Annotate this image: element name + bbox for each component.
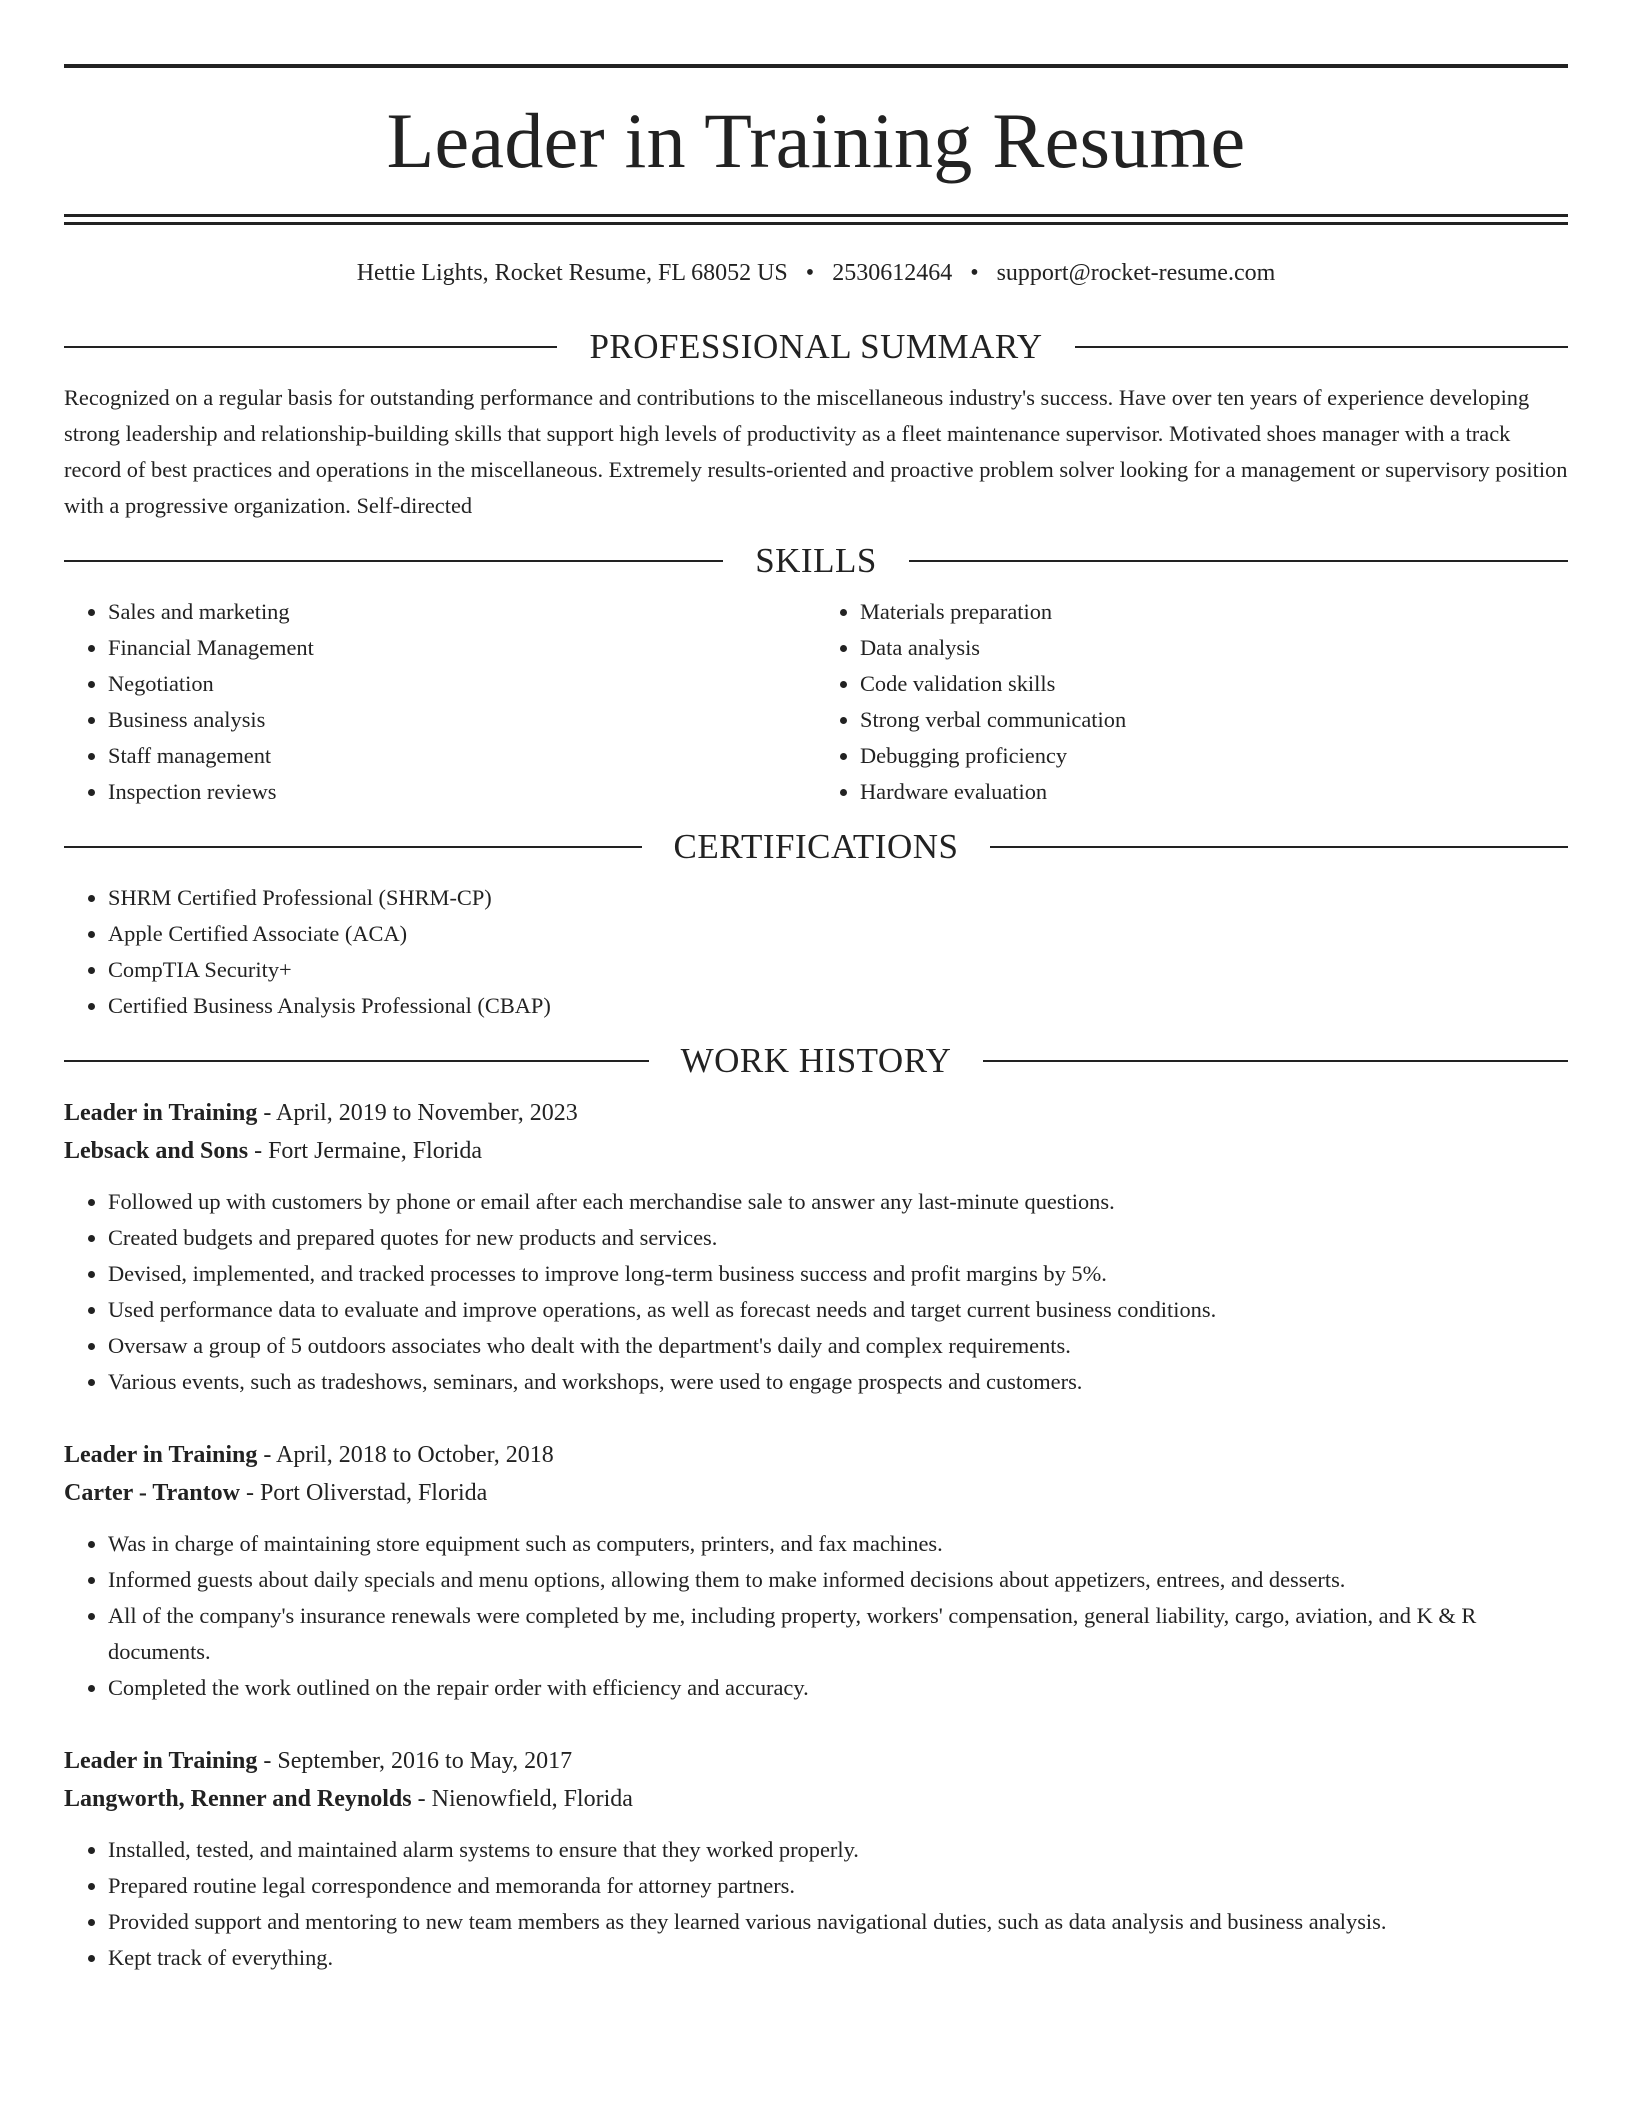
job-entry <box>64 1436 1568 1706</box>
skill-item: • Negotiation <box>108 666 816 702</box>
certifications-list <box>64 880 1568 1024</box>
job-entry <box>64 1094 1568 1400</box>
job-bullet: • Oversaw a group of 5 outdoors associates who dealt with the department's daily and complex requirements. <box>108 1328 1568 1364</box>
certification-item: • SHRM Certified Professional (SHRM-CP) <box>108 880 1568 916</box>
job-bullet: • Informed guests about daily specials and menu options, allowing them to make informed decisions about appetizers, entrees, and desserts. <box>108 1562 1568 1598</box>
job-bullet: • Completed the work outlined on the repair order with efficiency and accuracy. <box>108 1670 1568 1706</box>
job-bullet: • Prepared routine legal correspondence and memoranda for attorney partners. <box>108 1868 1568 1904</box>
skill-item: • Strong verbal communication <box>860 702 1568 738</box>
contact-line <box>64 259 1568 288</box>
job-title-line <box>64 1742 1568 1780</box>
job-bullet: • Was in charge of maintaining store equipment such as computers, printers, and fax machines. <box>108 1526 1568 1562</box>
skill-item: • Debugging proficiency <box>860 738 1568 774</box>
contact-address: Hettie Lights, Rocket Resume, FL 68052 US <box>356 260 788 286</box>
section-rule-left <box>64 560 723 562</box>
job-bullets <box>64 1184 1568 1400</box>
section-rule-left <box>64 1060 649 1062</box>
job-location: - Port Oliverstad, Florida <box>239 1479 488 1506</box>
job-title: Leader in Training <box>64 1099 258 1126</box>
skills-list-right <box>816 594 1568 810</box>
job-bullet: • Followed up with customers by phone or email after each merchandise sale to answer any last-minute questions. <box>108 1184 1568 1220</box>
top-rule <box>64 64 1568 68</box>
skill-item: • Financial Management <box>108 630 816 666</box>
job-bullet: • Kept track of everything. <box>108 1940 1568 1976</box>
job-location: - Fort Jermaine, Florida <box>248 1137 483 1164</box>
job-dates: - September, 2016 to May, 2017 <box>257 1747 573 1774</box>
certification-item: • CompTIA Security+ <box>108 952 1568 988</box>
job-bullet: • Used performance data to evaluate and improve operations, as well as forecast needs and target current business conditions. <box>108 1292 1568 1328</box>
job-bullets <box>64 1526 1568 1706</box>
job-dates: - April, 2018 to October, 2018 <box>257 1441 554 1468</box>
job-bullet: • Installed, tested, and maintained alarm systems to ensure that they worked properly. <box>108 1832 1568 1868</box>
skill-item: • Business analysis <box>108 702 816 738</box>
section-header-skills <box>64 538 1568 584</box>
job-bullets <box>64 1832 1568 1976</box>
certification-item: • Certified Business Analysis Professional (CBAP) <box>108 988 1568 1024</box>
job-company: Lebsack and Sons <box>64 1137 249 1164</box>
job-bullet: • Various events, such as tradeshows, seminars, and workshops, were used to engage prospects and customers. <box>108 1364 1568 1400</box>
section-title-summary: PROFESSIONAL SUMMARY <box>589 326 1043 366</box>
job-company-line <box>64 1474 1568 1512</box>
page-title: Leader in Training Resume <box>386 97 1246 184</box>
job-company: Carter - Trantow <box>64 1479 240 1506</box>
job-dates: - April, 2019 to November, 2023 <box>257 1099 578 1126</box>
skill-item: • Data analysis <box>860 630 1568 666</box>
section-rule-right <box>1075 346 1568 348</box>
section-title-work-history: WORK HISTORY <box>680 1040 952 1080</box>
section-header-work-history <box>64 1038 1568 1084</box>
skills-list-left <box>64 594 816 810</box>
resume-page <box>64 0 1568 1976</box>
skill-item: • Materials preparation <box>860 594 1568 630</box>
skill-item: • Code validation skills <box>860 666 1568 702</box>
section-rule-right <box>983 1060 1568 1062</box>
job-title: Leader in Training <box>64 1441 258 1468</box>
section-header-certifications <box>64 824 1568 870</box>
contact-separator: • <box>970 260 979 286</box>
certification-item: • Apple Certified Associate (ACA) <box>108 916 1568 952</box>
job-location: - Nienowfield, Florida <box>411 1785 633 1812</box>
job-company: Langworth, Renner and Reynolds <box>64 1785 412 1812</box>
skill-item: • Staff management <box>108 738 816 774</box>
job-entry <box>64 1742 1568 1976</box>
contact-separator: • <box>805 260 815 286</box>
job-company-line <box>64 1780 1568 1818</box>
skills-columns <box>64 594 1568 810</box>
title-double-rule <box>64 214 1568 225</box>
section-header-summary <box>64 324 1568 370</box>
contact-phone: 2530612464 <box>832 260 953 286</box>
section-rule-left <box>64 846 642 848</box>
section-rule-right <box>909 560 1568 562</box>
professional-summary-text: Recognized on a regular basis for outstanding performance and contributions to the miscellaneous industry's success. Have over ten years of experience developing strong leadership and relationship-building skills that support high levels of productivity as a fleet maintenance supervisor. Motivated shoes manager with a track record of best practices and operations in the miscellaneous. Extremely results-oriented and proactive problem solver looking for a management or supervisory position with a progressive organization. Self-directed <box>64 384 1568 518</box>
section-rule-right <box>990 846 1568 848</box>
job-title: Leader in Training <box>64 1747 258 1774</box>
job-title-line <box>64 1094 1568 1132</box>
job-title-line <box>64 1436 1568 1474</box>
job-bullet: • Created budgets and prepared quotes for new products and services. <box>108 1220 1568 1256</box>
contact-email: support@rocket-resume.com <box>996 260 1276 286</box>
section-title-certifications: CERTIFICATIONS <box>673 826 959 866</box>
skill-item: • Inspection reviews <box>108 774 816 810</box>
job-company-line <box>64 1132 1568 1170</box>
job-bullet: • Provided support and mentoring to new team members as they learned various navigational duties, such as data analysis and business analysis. <box>108 1904 1568 1940</box>
skill-item: • Sales and marketing <box>108 594 816 630</box>
section-rule-left <box>64 346 557 348</box>
job-bullet: • All of the company's insurance renewals were completed by me, including property, workers' compensation, general liability, cargo, aviation, and K & R documents. <box>108 1598 1568 1670</box>
skill-item: • Hardware evaluation <box>860 774 1568 810</box>
job-bullet: • Devised, implemented, and tracked processes to improve long-term business success and profit margins by 5%. <box>108 1256 1568 1292</box>
section-title-skills: SKILLS <box>755 540 877 580</box>
